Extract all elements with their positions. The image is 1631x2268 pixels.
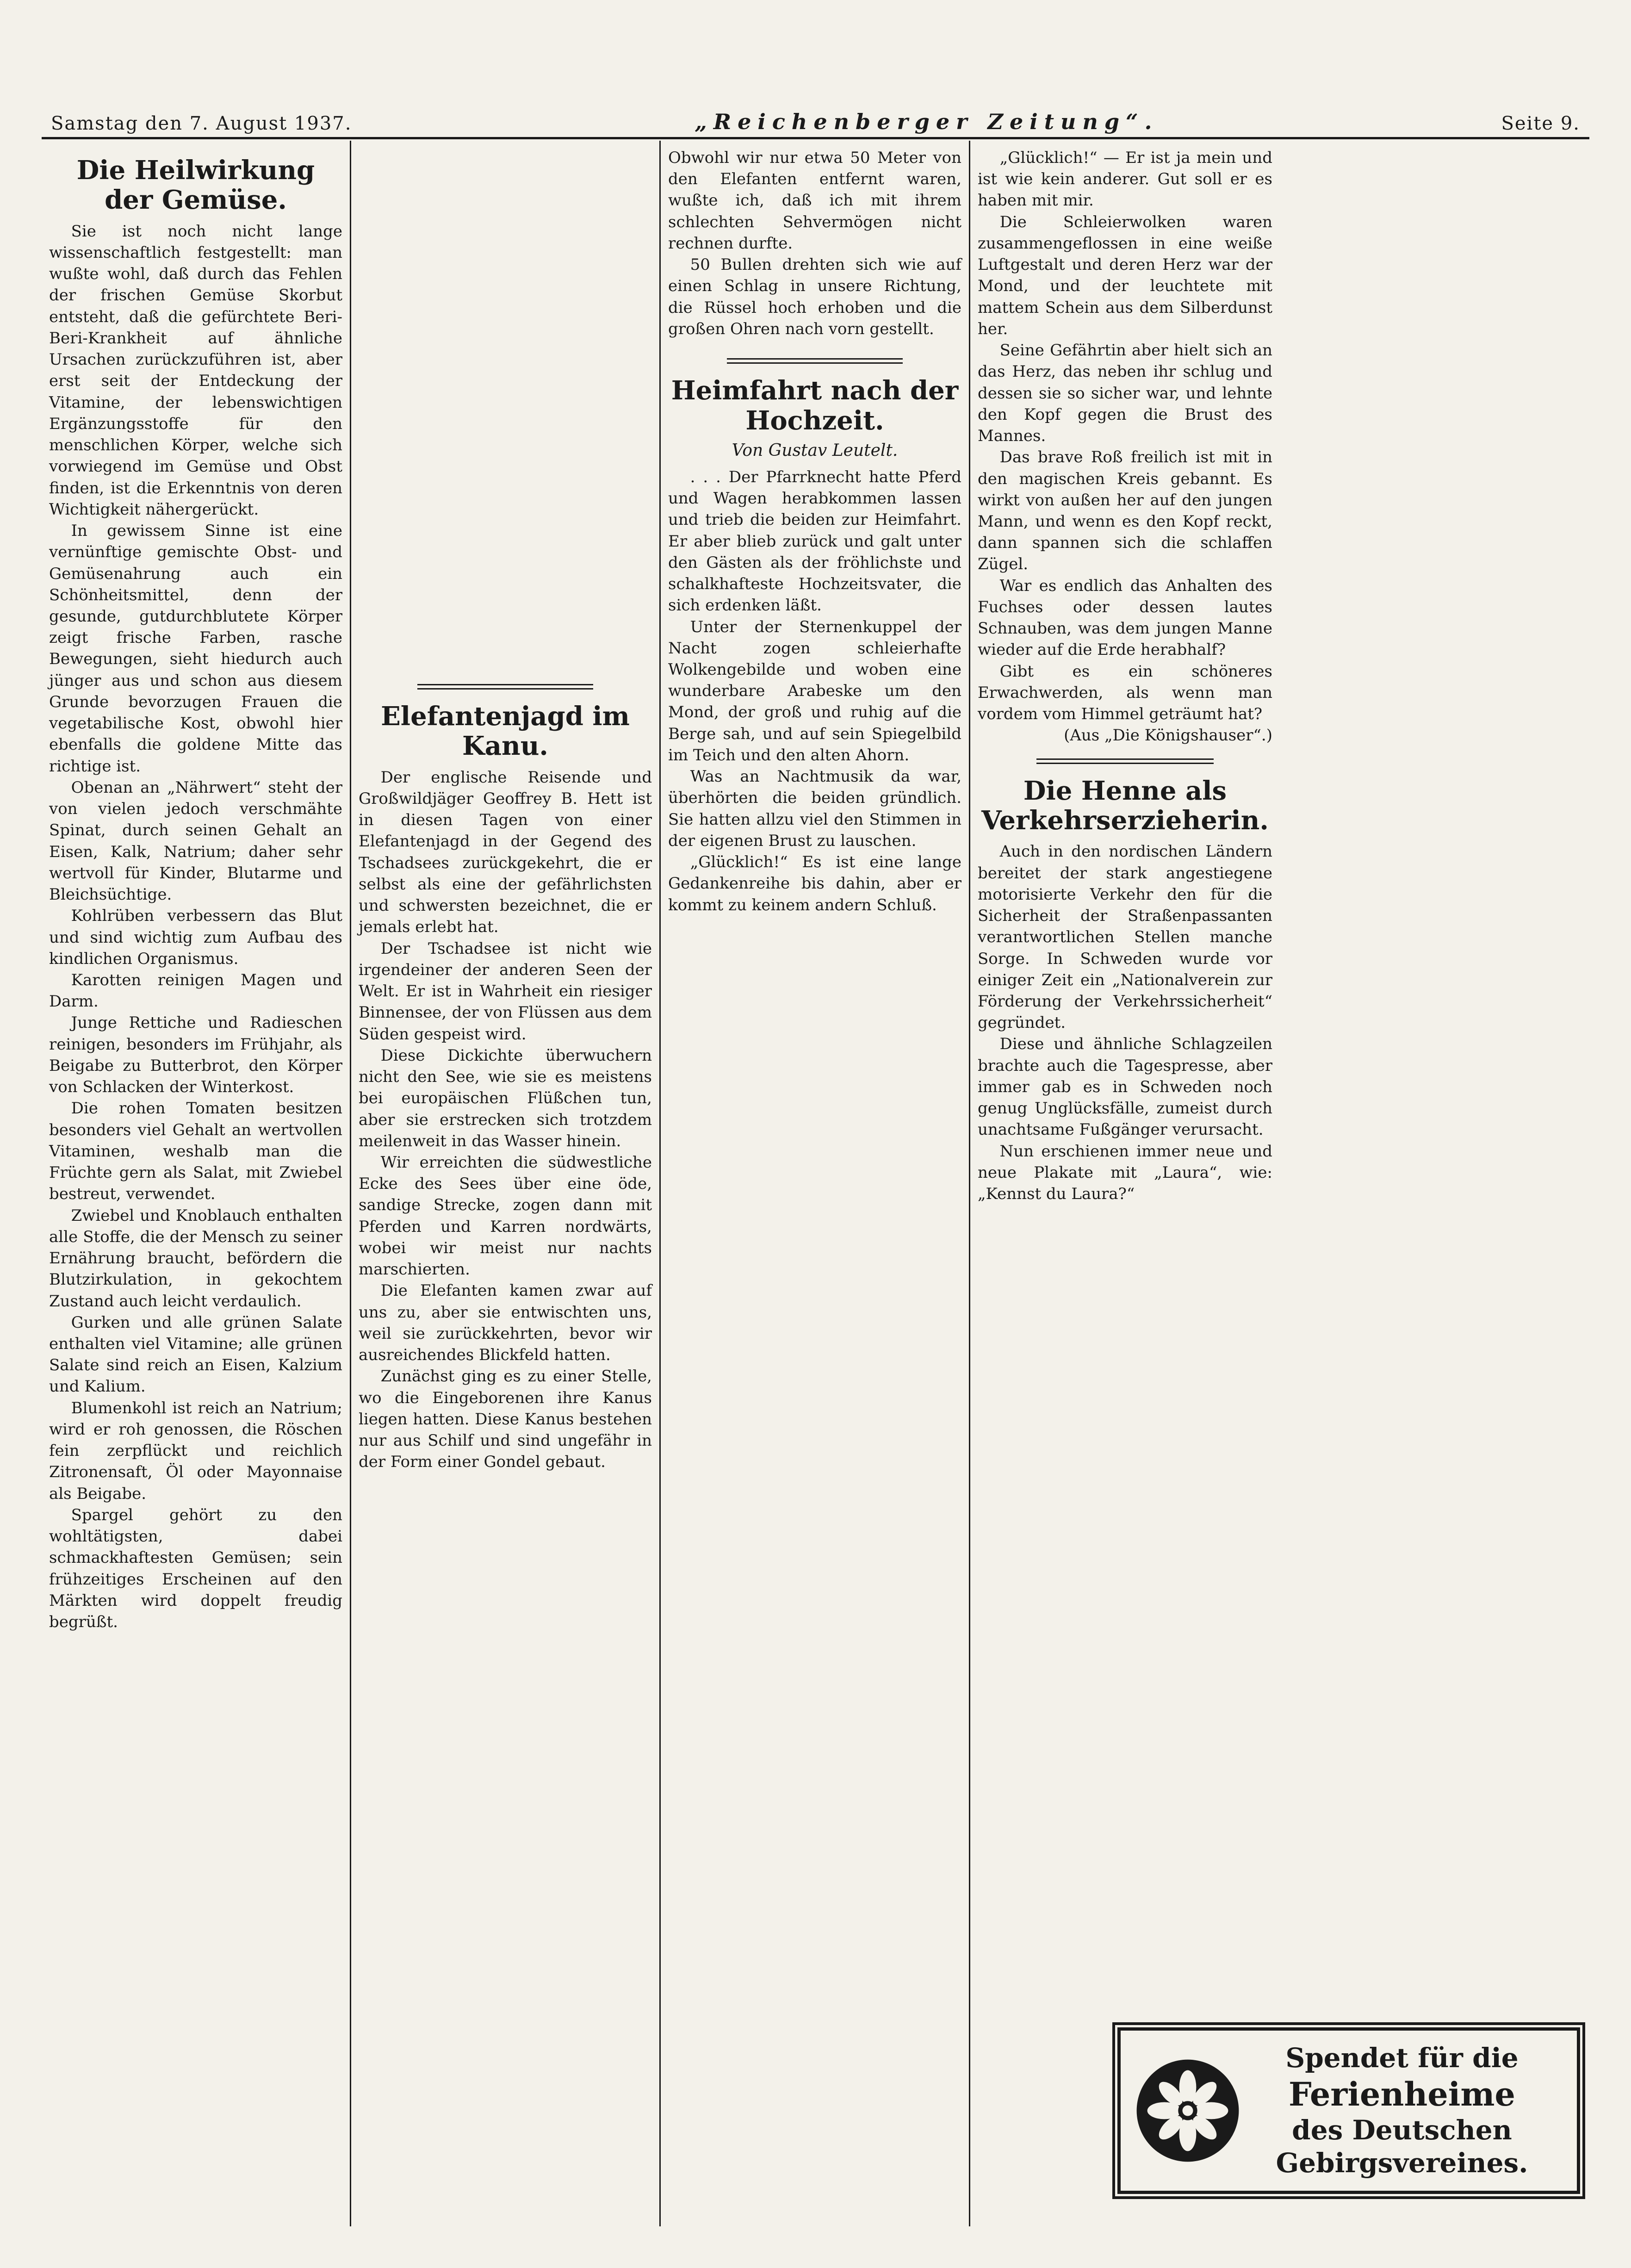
article-paragraph: Unter der Sternenkuppel der Nacht zogen schleierhafte Wolkengebilde und woben eine wunderbare Arabeske um den Mond, der groß und ruhig auf die Berge sah, und auf sein Spiegelbild im Teich und den alten Ahorn. [668, 617, 961, 764]
article-separator [1036, 758, 1213, 764]
article-paragraph: Das brave Roß freilich ist mit in den magischen Kreis gebannt. Es wirkt von außen her auf den jungen Mann, und wenn es den Kopf reckt, dann spannen sich die schlaffen Zügel. [978, 448, 1272, 574]
article-paragraph: Die Schleierwolken waren zusammengeflossen in eine weiße Luftgestalt und deren Herz war der Mond, und der leuchtete mit mattem Schein aus dem Silberdunst her. [978, 212, 1272, 338]
article-paragraph: Obenan an „Nährwert“ steht der von vielen jedoch verschmähte Spinat, durch seinen Gehalt an Eisen, Kalk, Natrium; daher sehr wertvoll für Kinder, Blutarme und Bleichsüchtige. [49, 778, 342, 904]
article-paragraph: „Glücklich!“ — Er ist ja mein und ist wie kein anderer. Gut soll er es haben mit mir. [978, 149, 1272, 210]
article-paragraph: Der Tschadsee ist nicht wie irgendeiner der anderen Seen der Welt. Er ist in Wahrheit ein riesiger Binnensee, der von Flüssen aus dem Süden gespeist wird. [359, 939, 652, 1044]
advertisement-line: Gebirgsvereines. [1276, 2147, 1528, 2179]
column-2 [351, 141, 661, 2226]
article-paragraph: War es endlich das Anhalten des Fuchses oder dessen lautes Schnauben, was dem jungen Manne wieder auf die Erde herabhalf? [978, 576, 1272, 659]
article-paragraph: Gibt es ein schöneres Erwachwerden, als wenn man vordem vom Himmel geträumt hat? [978, 662, 1272, 724]
article-paragraph: Junge Rettiche und Radieschen reinigen, besonders im Frühjahr, als Beigabe zu Butterbrot, den Körper von Schlacken der Winterkost. [49, 1013, 342, 1097]
masthead-rule [42, 137, 1589, 139]
masthead [51, 93, 1580, 134]
advertisement-line: des Deutschen [1292, 2114, 1512, 2146]
column-3 [661, 141, 970, 2226]
article-headline-elefantenjagd: Elefantenjagd im Kanu. [381, 701, 630, 762]
issue-date: Samstag den 7. August 1937. [51, 113, 352, 134]
article-headline-henne: Die Henne als Verkehrserzieherin. [981, 775, 1269, 836]
article-paragraph: Die Elefanten kamen zwar auf uns zu, aber sie entwischten uns, weil sie zurückkehrten, bevor wir ausreichendes Blickfeld hatten. [359, 1281, 652, 1365]
article-separator [417, 684, 593, 690]
article-paragraph: Karotten reinigen Magen und Darm. [49, 970, 342, 1011]
article-headline-gemuese: Die Heilwirkung der Gemüse. [76, 155, 315, 216]
article-paragraph: In gewissem Sinne ist eine vernünftige gemischte Obst- und Gemüsenahrung auch ein Schönheitsmittel, denn der gesunde, gutdurchblutete Körper zeigt frische Farben, rasche Bewegungen, sieht hiedurch auch jünger aus und schon aus diesem Grunde bevorzugen Frauen die vegetabilische Kost, obwohl hier ebenfalls die goldene Mitte das richtige ist. [49, 522, 342, 776]
article-paragraph: Seine Gefährtin aber hielt sich an das Herz, das neben ihr schlug und dessen sie so sicher war, und lehnte den Kopf gegen die Brust des Mannes. [978, 341, 1272, 446]
advertisement-line: Spendet für die [1285, 2042, 1519, 2074]
column-4 [970, 141, 1280, 2226]
article-byline: Von Gustav Leutelt. [732, 441, 898, 460]
advertisement [1117, 2027, 1580, 2194]
article-paragraph: Kohlrüben verbessern das Blut und sind wichtig zum Aufbau des kindlichen Organismus. [49, 907, 342, 968]
column-1 [42, 141, 351, 2226]
advertisement-line: Ferienheime [1289, 2075, 1515, 2113]
article-paragraph: 50 Bullen drehten sich wie auf einen Schlag in unsere Richtung, die Rüssel hoch erhoben und die großen Ohren nach vorn gestellt. [668, 255, 961, 338]
column-grid [42, 141, 1589, 2226]
article-paragraph: Nun erschienen immer neue und neue Plakate mit „Laura“, wie: „Kennst du Laura?“ [978, 1142, 1272, 1204]
article-paragraph: Diese Dickichte überwuchern nicht den See, wie sie es meistens bei europäischen Flüßchen tun, aber sie erstrecken sich trotzdem meilenweit in das Wasser hinein. [359, 1046, 652, 1150]
advertisement-box [1117, 2027, 1580, 2194]
article-paragraph: Die rohen Tomaten besitzen besonders viel Gehalt an wertvollen Vitaminen, weshalb man die Früchte gern als Salat, mit Zwiebel bestreut, verwendet. [49, 1099, 342, 1204]
article-separator [727, 358, 903, 364]
article-paragraph: Zwiebel und Knoblauch enthalten alle Stoffe, die der Mensch zu seiner Ernährung braucht, befördern die Blutzirkulation, in gekochtem Zustand auch leicht verdaulich. [49, 1206, 342, 1311]
article-paragraph: Sie ist noch nicht lange wissenschaftlich festgestellt: man wußte wohl, daß durch das Fehlen der frischen Gemüse Skorbut entsteht, daß die gefürchtete Beri-Beri-Krankheit auf ähnliche Ursachen zurückzuführen ist, aber erst seit der Entdeckung der Vitamine, der lebenswichtigen Ergänzungsstoffe für den menschlichen Körper, welche sich vorwiegend im Gemüse und Obst finden, ist die Erkenntnis von deren Wichtigkeit nähergerückt. [49, 222, 342, 519]
article-paragraph: Gurken und alle grünen Salate enthalten viel Vitamine; alle grünen Salate sind reich an Eisen, Kalzium und Kalium. [49, 1313, 342, 1396]
article-paragraph: Diese und ähnliche Schlagzeilen brachte auch die Tagespresse, aber immer gab es in Schweden noch genug Unglücksfälle, zumeist durch unachtsame Fußgänger verursacht. [978, 1035, 1272, 1139]
article-headline-heimfahrt: Heimfahrt nach der Hochzeit. [671, 375, 959, 436]
article-paragraph: . . . Der Pfarrknecht hatte Pferd und Wagen herabkommen lassen und trieb die beiden zur Heimfahrt. Er aber blieb zurück und galt unter den Gästen als der fröhlichste und schalkhafteste Hochzeitsvater, die sich erdenken läßt. [668, 467, 961, 615]
article-source: (Aus „Die Königshauser“.) [1064, 726, 1272, 745]
article-paragraph: Zunächst ging es zu einer Stelle, wo die Eingeborenen ihre Kanus liegen hatten. Diese Kanus bestehen nur aus Schilf und sind ungefähr in der Form einer Gondel gebaut. [359, 1367, 652, 1472]
page-number: Seite 9. [1501, 113, 1580, 134]
article-paragraph: Was an Nachtmusik da war, überhörten die beiden gründlich. Sie hatten allzu viel den Stimmen in der eigenen Brust zu lauschen. [668, 767, 961, 850]
advertisement-text [1241, 2042, 1563, 2180]
article-paragraph: Blumenkohl ist reich an Natrium; wird er roh genossen, die Röschen fein zerpflückt und reichlich Zitronensaft, Öl oder Mayonnaise als Beigabe. [49, 1398, 342, 1503]
article-paragraph: Wir erreichten die südwestliche Ecke des Sees über eine öde, sandige Strecke, zogen dann mit Pferden und Karren nordwärts, wobei wir meist nur nachts marschierten. [359, 1153, 652, 1279]
edelweiss-emblem-icon [1135, 2057, 1241, 2164]
article-paragraph: „Glücklich!“ Es ist eine lange Gedankenreihe bis dahin, aber er kommt zu keinem andern Schluß. [668, 853, 961, 914]
article-paragraph: Der englische Reisende und Großwildjäger Geoffrey B. Hett ist in diesen Tagen von einer Elefantenjagd in der Gegend des Tschadsees zurückgekehrt, die er selbst als eine der gefährlichsten und schwersten bezeichnet, die er jemals erlebt hat. [359, 768, 652, 937]
article-paragraph: Obwohl wir nur etwa 50 Meter von den Elefanten entfernt waren, wußte ich, daß ich mit ihrem schlechten Sehvermögen nicht rechnen durfte. [668, 149, 961, 253]
article-paragraph: Spargel gehört zu den wohltätigsten, dabei schmackhaftesten Gemüsen; sein frühzeitiges Erscheinen auf den Märkten wird doppelt freudig begrüßt. [49, 1505, 342, 1632]
newspaper-title: „Reichenberger Zeitung“. [695, 109, 1159, 134]
article-paragraph: Auch in den nordischen Ländern bereitet der stark angestiegene motorisierte Verkehr den für die Sicherheit der Straßenpassanten verantwortlichen Stellen manche Sorge. In Schweden wurde vor einiger Zeit ein „Nationalverein zur Förderung der Verkehrssicherheit“ gegründet. [978, 842, 1272, 1032]
